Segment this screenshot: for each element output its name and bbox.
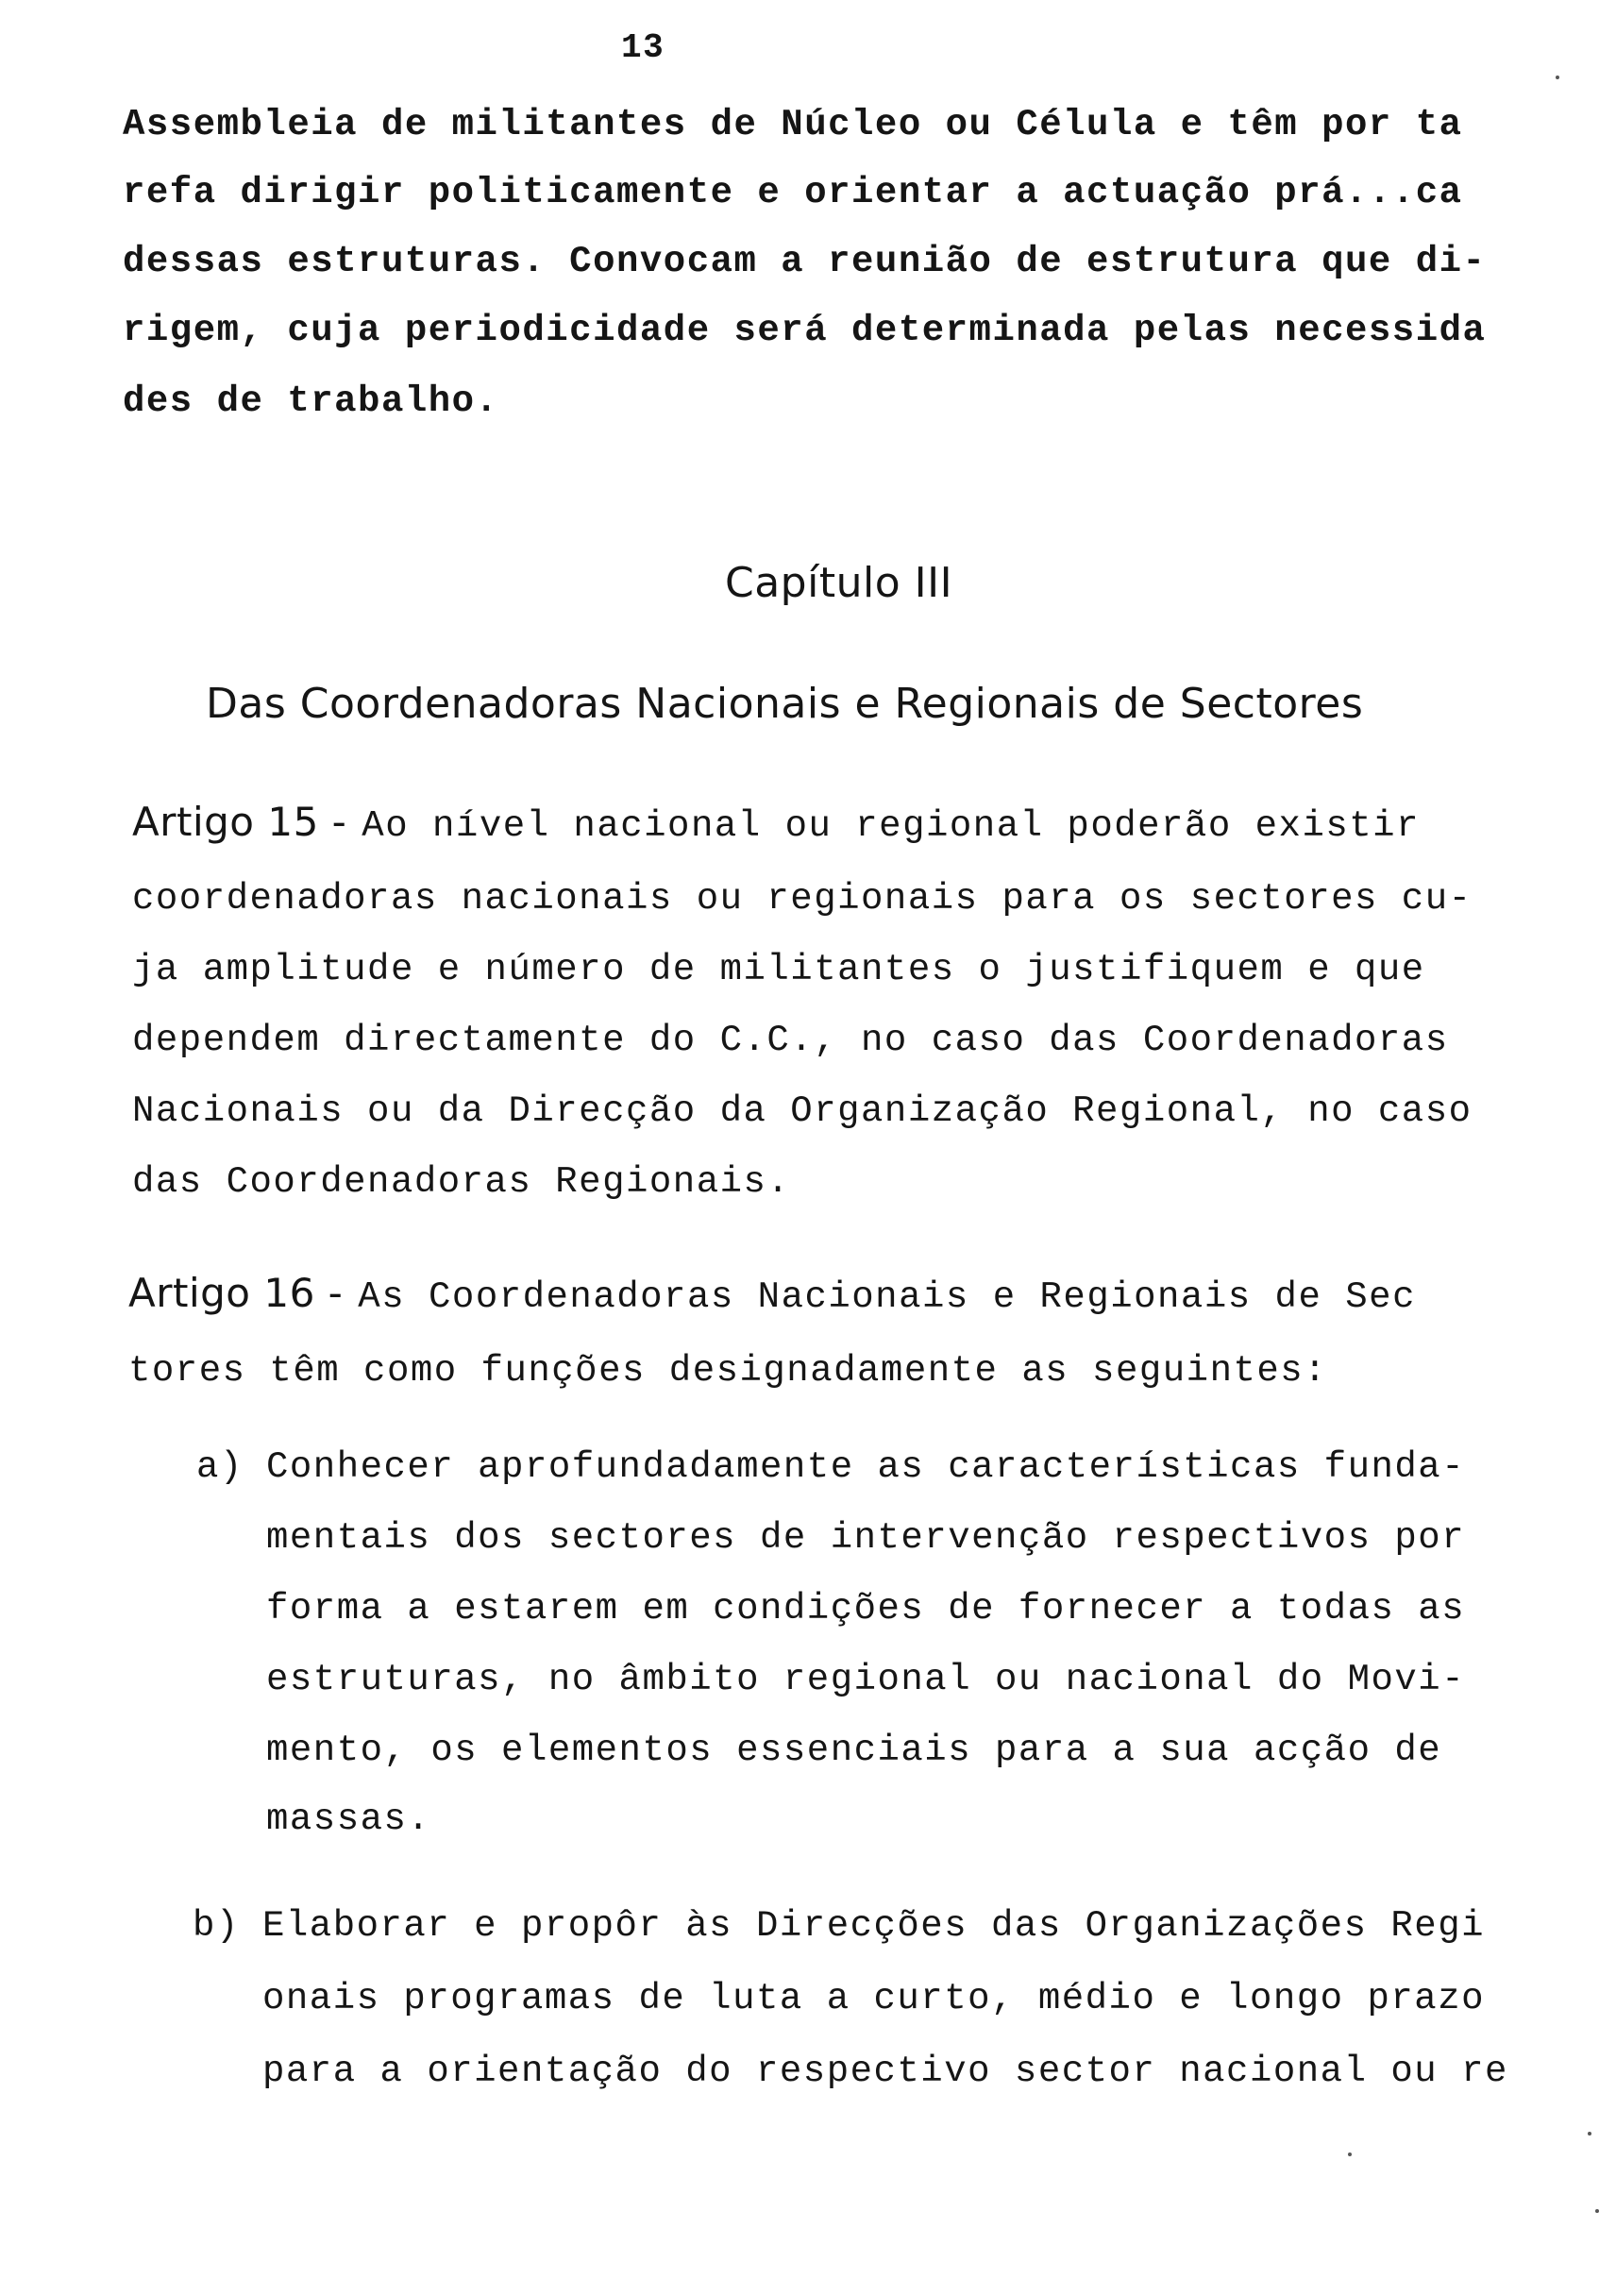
item-letter: b) xyxy=(193,1905,240,1947)
item-letter: a) xyxy=(196,1446,244,1488)
article-line: coordenadoras nacionais ou regionais para os sectores cu- xyxy=(132,878,1473,920)
page-number: 13 xyxy=(621,28,665,67)
paragraph-line: des de trabalho. xyxy=(123,380,499,422)
item-line: mentais dos sectores de intervenção respectivos por xyxy=(266,1517,1466,1559)
item-line: forma a estarem em condições de fornecer a todas as xyxy=(266,1588,1466,1629)
paragraph-line: dessas estruturas. Convocam a reunião de estrutura que di- xyxy=(123,241,1487,282)
item-line: Elaborar e propôr às Direcções das Organizações Regi xyxy=(262,1905,1485,1947)
article-first-line xyxy=(128,1270,1416,1318)
scan-speck xyxy=(1588,2132,1591,2136)
article-label: Artigo 16 - xyxy=(128,1270,344,1316)
article-label: Artigo 15 - xyxy=(132,799,347,845)
article-line: dependem directamente do C.C., no caso das Coordenadoras xyxy=(132,1020,1449,1061)
scan-speck xyxy=(1556,76,1559,79)
paragraph-line: refa dirigir politicamente e orientar a actuação prá...ca xyxy=(123,172,1463,213)
item-line: estruturas, no âmbito regional ou nacional do Movi- xyxy=(266,1659,1466,1700)
scan-speck xyxy=(1595,2209,1599,2213)
item-line: onais programas de luta a curto, médio e longo prazo xyxy=(262,1978,1485,2019)
item-line: para a orientação do respectivo sector nacional ou re xyxy=(262,2051,1508,2092)
article-line: tores têm como funções designadamente as seguintes: xyxy=(128,1350,1328,1392)
paragraph-line: rigem, cuja periodicidade será determinada pelas necessida xyxy=(123,310,1487,351)
chapter-title: Capítulo III xyxy=(725,559,953,607)
item-line: mento, os elementos essenciais para a sua acção de xyxy=(266,1730,1442,1771)
article-text: Ao nível nacional ou regional poderão existir xyxy=(362,805,1420,847)
article-text: As Coordenadoras Nacionais e Regionais de Sec xyxy=(358,1276,1416,1318)
paragraph-line: Assembleia de militantes de Núcleo ou Célula e têm por ta xyxy=(123,104,1463,145)
item-line: massas. xyxy=(266,1798,431,1840)
scan-speck xyxy=(1348,2152,1352,2156)
article-line: das Coordenadoras Regionais. xyxy=(132,1161,791,1203)
chapter-subtitle: Das Coordenadoras Nacionais e Regionais de Sectores xyxy=(206,680,1364,728)
article-line: Nacionais ou da Direcção da Organização Regional, no caso xyxy=(132,1090,1473,1132)
item-line: Conhecer aprofundadamente as características funda- xyxy=(266,1446,1466,1488)
article-first-line xyxy=(132,799,1420,847)
article-line: ja amplitude e número de militantes o justifiquem e que xyxy=(132,949,1425,990)
